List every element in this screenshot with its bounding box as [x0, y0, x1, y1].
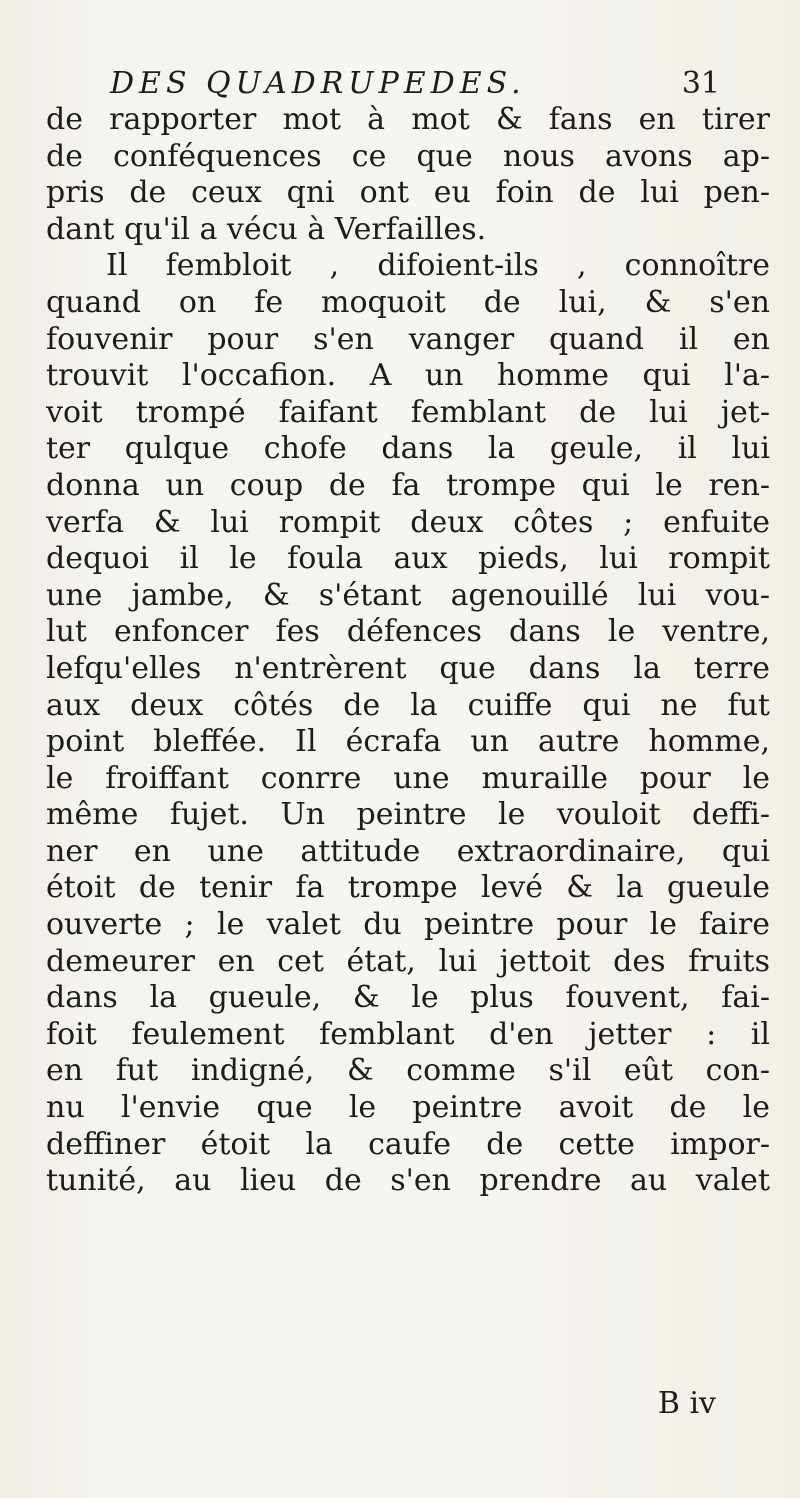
text-line: fouvenir pour s'en vanger quand il en	[46, 321, 770, 357]
body-text	[46, 102, 774, 1200]
text-line: même fujet. Un peintre le vouloit deffi-	[46, 797, 770, 833]
text-line: point bleffée. Il écrafa un autre homme,	[46, 724, 770, 760]
text-line: Il fembloit , difoient-ils , connoître	[106, 248, 770, 284]
text-line: de rapporter mot à mot & fans en tirer	[46, 102, 770, 137]
text-line: dans la gueule, & le plus fouvent, fai-	[46, 980, 770, 1016]
text-line: nu l'envie que le peintre avoit de le	[46, 1090, 770, 1126]
text-line: étoit de tenir fa trompe levé & la gueule	[46, 870, 770, 906]
catchword-signature: B iv	[657, 1386, 716, 1421]
text-line: deffiner étoit la caufe de cette impor-	[46, 1126, 770, 1162]
text-line: verfa & lui rompit deux côtes ; enfuite	[46, 504, 770, 540]
text-line: foit feulement femblant d'en jetter : il	[46, 1016, 770, 1052]
text-line: ner en une attitude extraordinaire, qui	[46, 833, 770, 869]
running-title: DES QUADRUPEDES.	[110, 66, 526, 101]
text-line: demeurer en cet état, lui jettoit des fruits	[46, 943, 770, 979]
text-line: aux deux côtés de la cuiffe qui ne fut	[46, 687, 770, 723]
text-line: le froiffant conrre une muraille pour le	[46, 760, 770, 796]
text-line: dant qu'il a vécu à Verfailles.	[46, 211, 487, 247]
text-line: lefqu'elles n'entrèrent que dans la terre	[46, 650, 770, 686]
text-line: voit trompé faifant femblant de lui jet-	[46, 394, 770, 430]
text-line: pris de ceux qni ont eu foin de lui pen-	[46, 175, 770, 211]
text-line: quand on fe moquoit de lui, & s'en	[46, 284, 770, 320]
text-line: donna un coup de fa trompe qui le ren-	[46, 467, 770, 503]
page-number: 31	[681, 66, 720, 101]
text-line: de conféquences ce que nous avons ap-	[46, 138, 770, 174]
text-line: en fut indigné, & comme s'il eût con-	[46, 1053, 770, 1089]
text-line: ouverte ; le valet du peintre pour le faire	[46, 907, 770, 943]
text-line: ter qulque chofe dans la geule, il lui	[46, 431, 770, 467]
text-line: dequoi il le foula aux pieds, lui rompit	[46, 541, 770, 577]
text-line: lut enfoncer fes défences dans le ventre,	[46, 614, 770, 650]
text-line: tunité, au lieu de s'en prendre au valet	[46, 1163, 770, 1199]
text-line: une jambe, & s'étant agenouillé lui vou-	[46, 577, 770, 613]
text-line: trouvit l'occafion. A un homme qui l'a-	[46, 358, 770, 394]
